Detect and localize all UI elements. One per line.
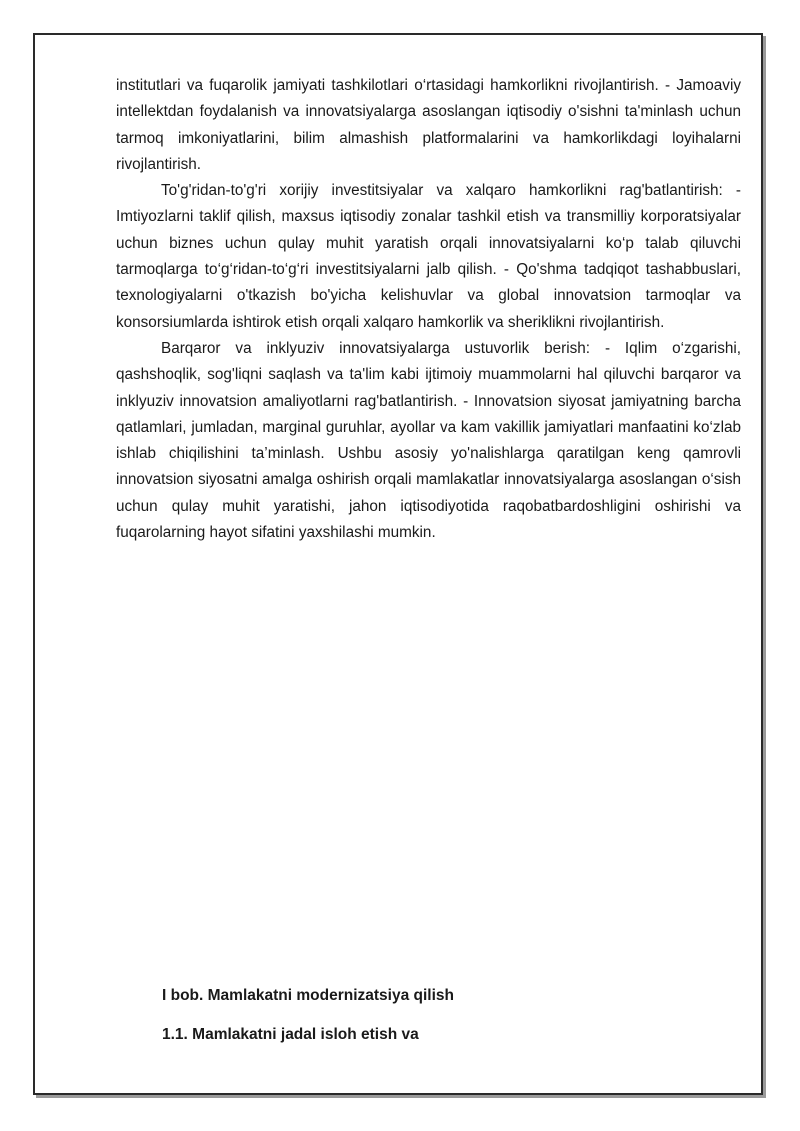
paragraph-sustainable-innovation: Barqaror va inklyuziv innovatsiyalarga ustuvorlik berish: - Iqlim o‘zgarishi, qashshoqlik, sog'liqni saqlash va ta'lim kabi ijtimoiy muammolarni hal qiluvchi barqaror va inklyuziv innovatsion amaliyotlarni rag'batlantirish. - Innovatsion siyosat jamiyatning barcha qatlamlari, jumladan, marginal guruhlar, ayollar va kam vakillik jamiyatlari manfaatini ko‘zlab ishlab chiqilishini ta’minlash. Ushbu asosiy yo'nalishlarga qaratilgan keng qamrovli innovatsion siyosatni amalga oshirish orqali mamlakatlar innovatsiyalarga asoslangan o‘sish uchun qulay muhit yaratishi, jahon iqtisodiyotida raqobatbardoshligini oshirishi va fuqarolarning hayot sifatini yaxshilashi mumkin. (116, 339, 741, 542)
paragraph-foreign-investment: To'g'ridan-to'g'ri xorijiy investitsiyalar va xalqaro hamkorlikni rag'batlantirish: - Imtiyozlarni taklif qilish, maxsus iqtisodiy zonalar tashkil etish va transmilliy korporatsiyalar uchun biznes uchun qulay muhit yaratish orqali innovatsiyalarni ko‘p talab qiluvchi tarmoqlarga to‘g‘ridan-to‘g‘ri investitsiyalarni jalb qilish. - Qo'shma tadqiqot tashabbuslari, texnologiyalarni o'tkazish bo'yicha kelishuvlar va global innovatsion tarmoqlar va konsorsiumlarda ishtirok etish orqali xalqaro hamkorlik va sheriklikni rivojlantirish. (116, 182, 741, 331)
document-body (116, 73, 741, 546)
chapter-heading: I bob. Mamlakatni modernizatsiya qilish (162, 987, 454, 1004)
paragraph-continuation: institutlari va fuqarolik jamiyati tashkilotlari o‘rtasidagi hamkorlikni rivojlantirish. - Jamoaviy intellektdan foydalanish va innovatsiyalarga asoslangan iqtisodiy o'sishni ta'minlash uchun tarmoq imkoniyatlarini, bilim almashish platformalarini va hamkorlikdagi loyihalarni rivojlantirish. (116, 77, 741, 173)
section-heading: 1.1. Mamlakatni jadal isloh etish va (162, 1026, 419, 1043)
